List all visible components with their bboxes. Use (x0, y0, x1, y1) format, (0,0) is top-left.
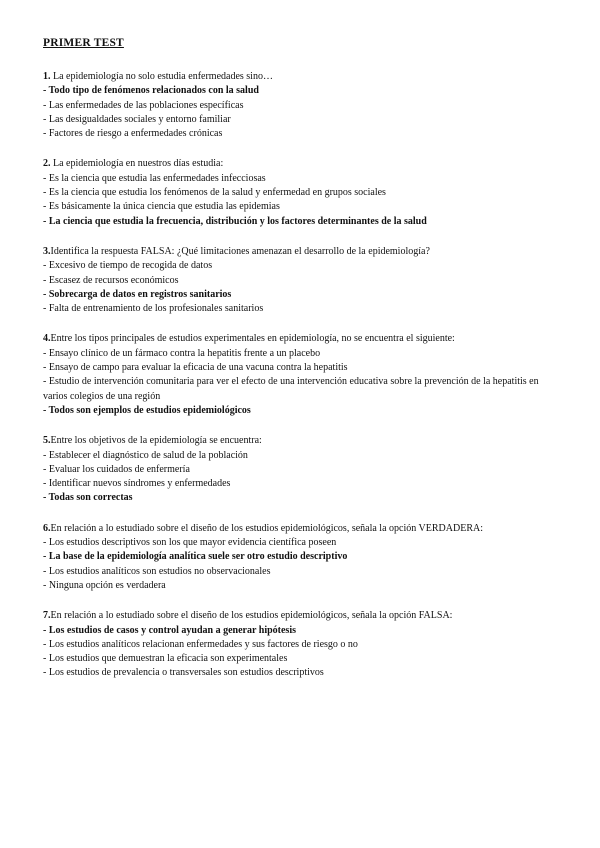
answer-option: - Estudio de intervención comunitaria para ver el efecto de una intervención educativa sobre la prevención de la hepatitis en varios colegios de una región (43, 376, 539, 402)
answer-option: - Establecer el diagnóstico de salud de la población (43, 449, 248, 461)
question-number: 2. (43, 158, 51, 170)
answer-option: - Los estudios analíticos relacionan enfermedades y sus factores de riesgo o no (43, 638, 358, 650)
document-title: PRIMER TEST (43, 37, 124, 49)
answer-option-correct: - Sobrecarga de datos en registros sanitarios (43, 288, 232, 300)
answer-option: - Factores de riesgo a enfermedades crónicas (43, 128, 223, 140)
document-page (43, 36, 563, 697)
answer-option: - Es básicamente la única ciencia que estudia las epidemias (43, 201, 280, 213)
question-number: 3. (43, 245, 51, 257)
answer-option: - Las desigualdades sociales y entorno familiar (43, 113, 231, 125)
answer-option: - Las enfermedades de las poblaciones específicas (43, 99, 244, 111)
question-block (43, 245, 563, 316)
question-prompt: En relación a lo estudiado sobre el diseño de los estudios epidemiológicos, señala la opción FALSA: (50, 610, 453, 622)
answer-option: - Es la ciencia que estudia los fenómenos de la salud y enfermedad en grupos sociales (43, 187, 386, 199)
question-block (43, 70, 563, 141)
question-number: 1. (43, 71, 51, 82)
question-block (43, 609, 563, 680)
answer-option: - Los estudios que demuestran la eficacia son experimentales (43, 653, 288, 665)
answer-option: - Los estudios analíticos son estudios no observacionales (43, 565, 271, 577)
question-text (43, 70, 563, 84)
answer-option-correct: - La base de la epidemiología analítica suele ser otro estudio descriptivo (43, 551, 348, 563)
answer-option: - Escasez de recursos económicos (43, 274, 179, 286)
question-block (43, 522, 563, 593)
question-number: 4. (43, 333, 51, 345)
question-prompt: Identifica la respuesta FALSA: ¿Qué limitaciones amenazan el desarrollo de la epidemiología? (50, 245, 430, 257)
question-prompt: La epidemiología en nuestros días estudia: (50, 158, 224, 170)
question-number: 7. (43, 610, 51, 622)
answer-option: - Identificar nuevos síndromes y enfermedades (43, 478, 231, 490)
answer-option: - Falta de entrenamiento de los profesionales sanitarios (43, 303, 264, 315)
answer-option: - Evaluar los cuidados de enfermería (43, 463, 190, 475)
answer-option: - Ninguna opción es verdadera (43, 579, 166, 591)
answer-option-correct: - Los estudios de casos y control ayudan a generar hipótesis (43, 624, 296, 636)
question-text (43, 434, 563, 448)
answer-option-correct: - Todas son correctas (43, 492, 133, 504)
question-text (43, 332, 563, 346)
question-text (43, 157, 563, 171)
answer-option-correct: - La ciencia que estudia la frecuencia, distribución y los factores determinantes de la salud (43, 215, 427, 227)
question-text (43, 245, 563, 259)
question-text (43, 609, 563, 623)
answer-option: - Excesivo de tiempo de recogida de datos (43, 260, 213, 272)
question-prompt: En relación a lo estudiado sobre el diseño de los estudios epidemiológicos, señala la opción VERDADERA: (50, 522, 484, 534)
answer-option-correct: - Todos son ejemplos de estudios epidemiológicos (43, 404, 251, 416)
question-text (43, 522, 563, 536)
question-number: 5. (43, 435, 51, 447)
answer-option: - Ensayo clínico de un fármaco contra la hepatitis frente a un placebo (43, 347, 321, 359)
question-block (43, 157, 563, 228)
question-block (43, 332, 563, 418)
answer-option-correct: - Todo tipo de fenómenos relacionados con la salud (43, 85, 259, 97)
question-block (43, 434, 563, 505)
answer-option: - Ensayo de campo para evaluar la eficacia de una vacuna contra la hepatitis (43, 362, 348, 374)
question-prompt: La epidemiología no solo estudia enfermedades sino… (50, 71, 273, 82)
question-prompt: Entre los tipos principales de estudios experimentales en epidemiología, no se encuentra el siguiente: (50, 333, 455, 345)
question-list (43, 70, 563, 681)
answer-option: - Es la ciencia que estudia las enfermedades infecciosas (43, 172, 266, 184)
question-number: 6. (43, 522, 51, 534)
answer-option: - Los estudios descriptivos son los que mayor evidencia científica poseen (43, 537, 337, 549)
answer-option: - Los estudios de prevalencia o transversales son estudios descriptivos (43, 667, 324, 679)
question-prompt: Entre los objetivos de la epidemiología se encuentra: (50, 435, 262, 447)
